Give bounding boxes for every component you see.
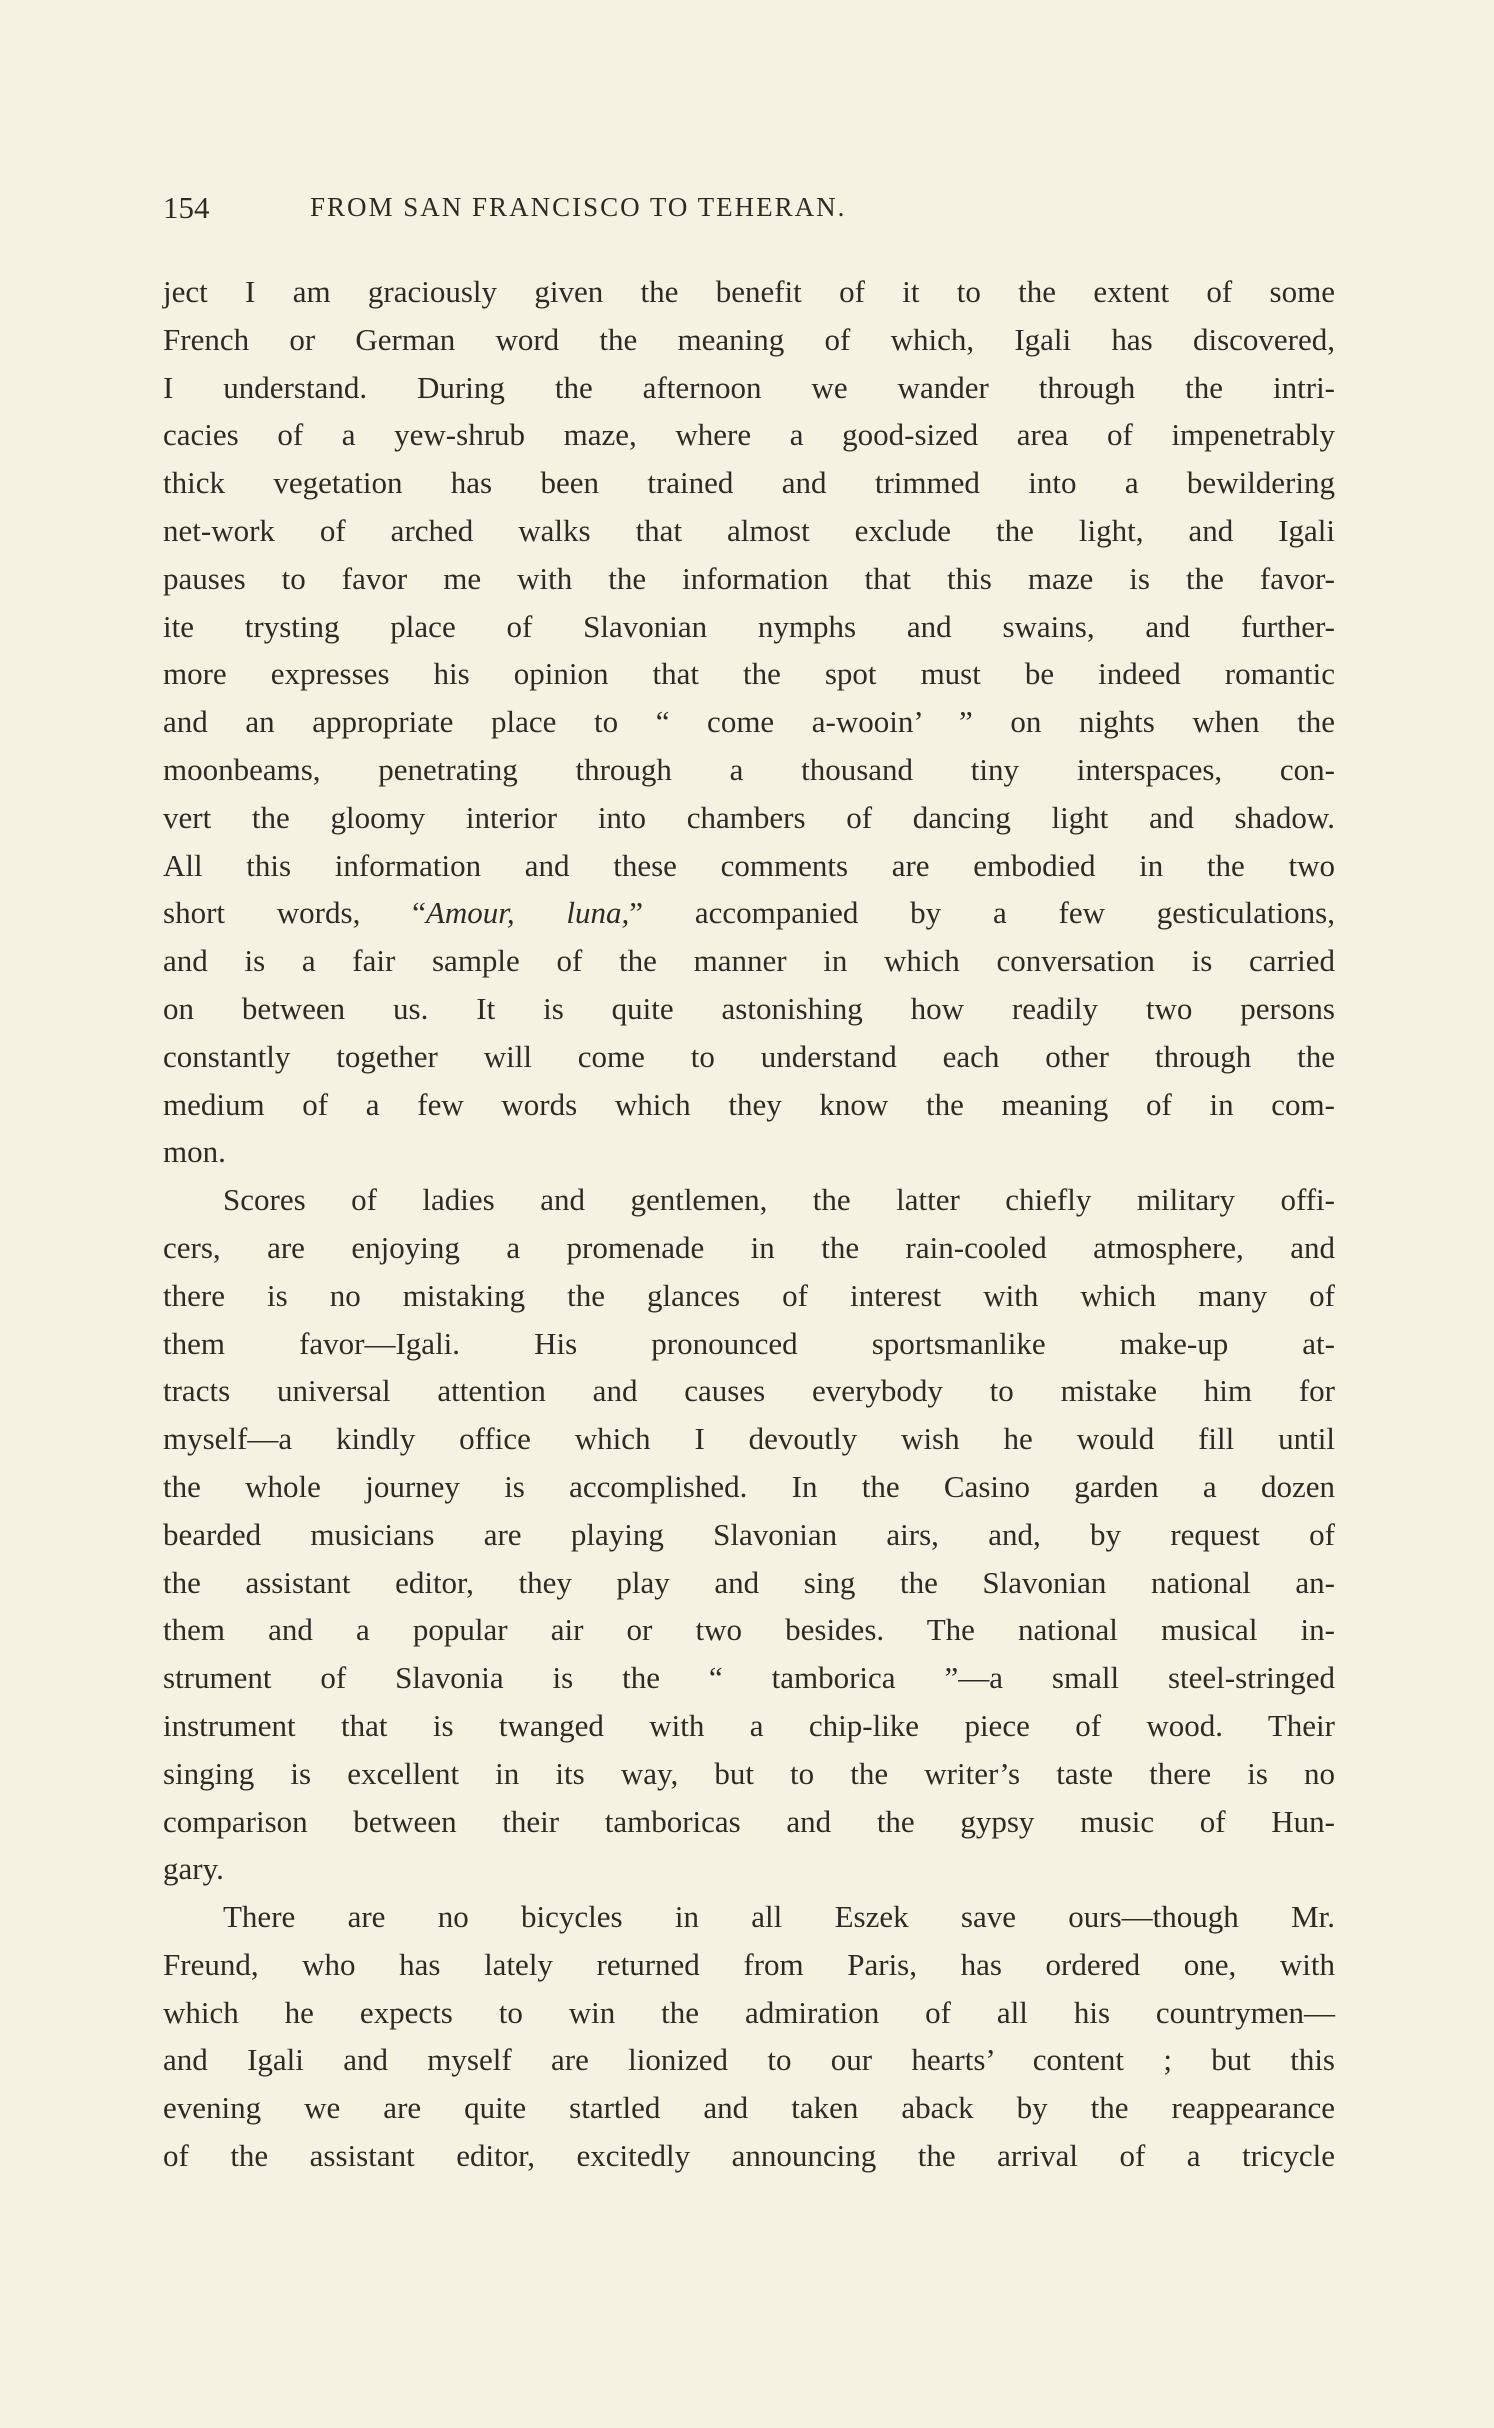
text-line: and is a fair sample of the manner in which conversation is carried [163,943,1335,979]
text-line: and an appropriate place to “ come a-wooin’ ” on nights when the [163,704,1335,740]
running-header [163,190,1335,234]
text-line: medium of a few words which they know the meaning of in com- [163,1086,1335,1122]
text-line: French or German word the meaning of which, Igali has discovered, [163,321,1335,357]
text-line: myself—a kindly office which I devoutly wish he would fill until [163,1421,1335,1457]
text-segment: ” accompanied by a few gesticulations, [629,895,1335,931]
body-text [163,268,1335,2180]
text-line: cacies of a yew-shrub maze, where a good-sized area of impenetrably [163,417,1335,453]
running-title: FROM SAN FRANCISCO TO TEHERAN. [310,192,847,222]
text-line: the whole journey is accomplished. In the Casino garden a dozen [163,1468,1335,1504]
text-line: evening we are quite startled and taken aback by the reappearance [163,2090,1335,2126]
text-segment: short words, “ [163,895,426,931]
text-line: which he expects to win the admiration of all his countrymen— [163,1994,1335,2030]
text-line: ject I am graciously given the benefit of it to the extent of some [163,274,1335,309]
text-line: gary. [163,1851,224,1887]
text-line: pauses to favor me with the information that this maze is the favor- [163,560,1335,596]
text-line: I understand. During the afternoon we wander through the intri- [163,369,1335,405]
text-line: All this information and these comments are embodied in the two [163,847,1335,883]
text-line: singing is excellent in its way, but to the writer’s taste there is no [163,1755,1335,1791]
text-line: There are no bicycles in all Eszek save ours—though Mr. [223,1899,1335,1935]
text-line: strument of Slavonia is the “ tamborica ”—a small steel-stringed [163,1660,1335,1696]
text-line: cers, are enjoying a promenade in the rain-cooled atmosphere, and [163,1229,1335,1265]
text-line: them favor—Igali. His pronounced sportsmanlike make-up at- [163,1325,1335,1361]
page-number: 154 [163,190,210,225]
text-line: instrument that is twanged with a chip-like piece of wood. Their [163,1707,1335,1743]
text-line: the assistant editor, they play and sing the Slavonian national an- [163,1564,1335,1600]
text-line: net-work of arched walks that almost exclude the light, and Igali [163,512,1335,548]
text-line: of the assistant editor, excitedly announcing the arrival of a tricycle [163,2138,1335,2174]
text-line: them and a popular air or two besides. The national musical in- [163,1612,1335,1648]
text-line: bearded musicians are playing Slavonian airs, and, by request of [163,1516,1335,1552]
text-line: ite trysting place of Slavonian nymphs and swains, and further- [163,608,1335,644]
text-line: Scores of ladies and gentlemen, the latter chiefly military offi- [223,1182,1335,1218]
text-line: thick vegetation has been trained and trimmed into a bewildering [163,465,1335,501]
text-line: constantly together will come to understand each other through the [163,1038,1335,1074]
text-line [163,889,1335,937]
text-line: comparison between their tamboricas and the gypsy music of Hun- [163,1803,1335,1839]
text-line: moonbeams, penetrating through a thousand tiny interspaces, con- [163,751,1335,787]
text-line: and Igali and myself are lionized to our hearts’ content ; but this [163,2042,1335,2078]
text-line: mon. [163,1134,226,1170]
text-line: tracts universal attention and causes everybody to mistake him for [163,1373,1335,1409]
text-line: more expresses his opinion that the spot must be indeed romantic [163,656,1335,692]
text-line: Freund, who has lately returned from Paris, has ordered one, with [163,1946,1335,1982]
text-line: vert the gloomy interior into chambers of dancing light and shadow. [163,799,1335,835]
italic-phrase: Amour, luna, [425,895,630,931]
text-line: on between us. It is quite astonishing how readily two persons [163,990,1335,1026]
text-line: there is no mistaking the glances of interest with which many of [163,1277,1335,1313]
